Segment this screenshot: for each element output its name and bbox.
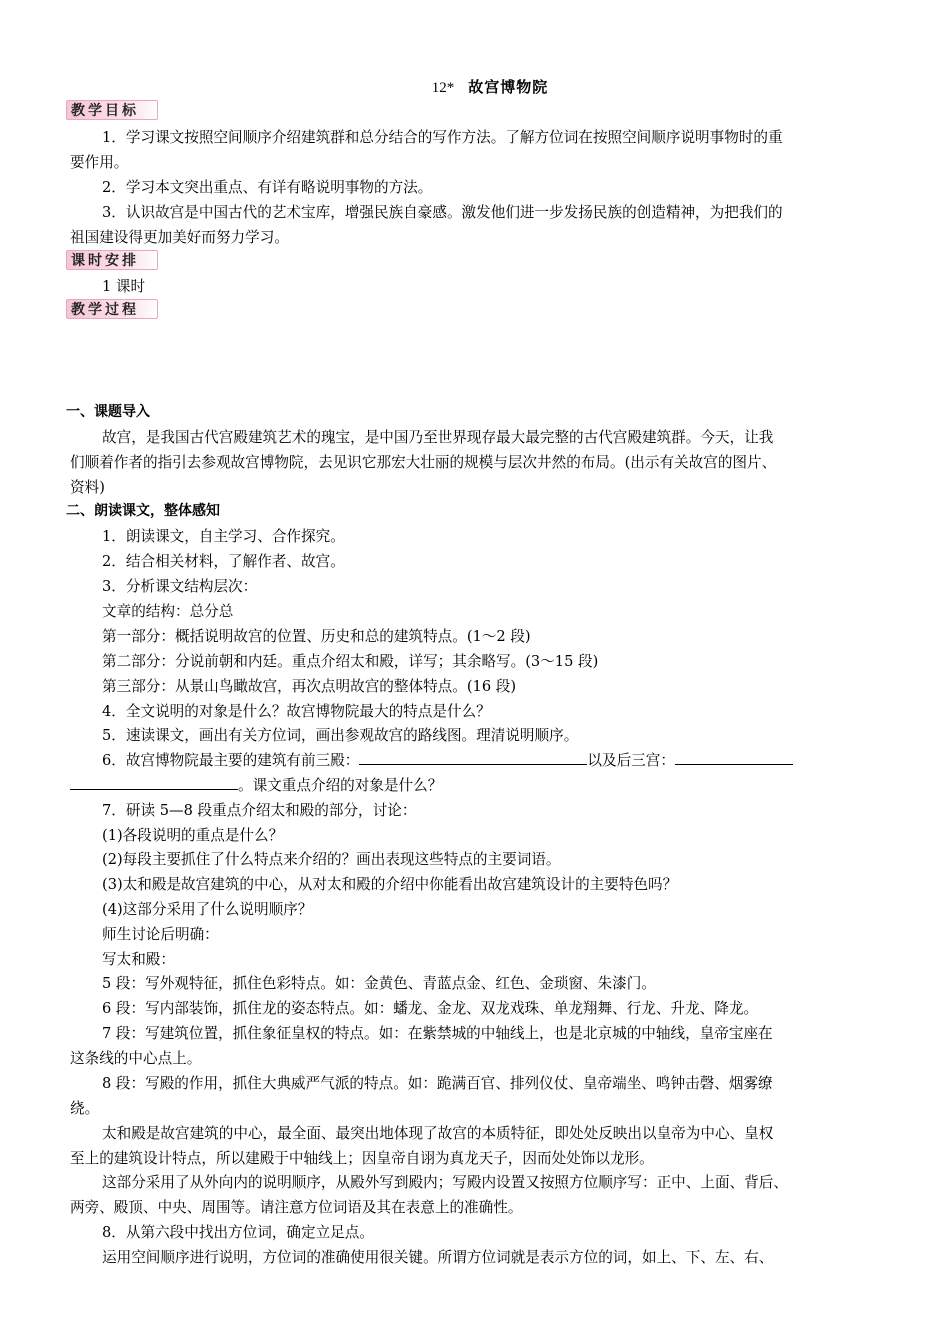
fill-blank[interactable] [70, 774, 238, 790]
paragraph-line: 故宫，是我国古代宫殿建筑艺术的瑰宝，是中国乃至世界现存最大最完整的古代宫殿建筑群。今天，让我 [102, 429, 774, 446]
paragraph-line: 这部分采用了从外向内的说明顺序，从殿外写到殿内；写殿内设置又按照方位顺序写：正中、上面、背后、 [102, 1174, 788, 1191]
paragraph-line: 6 段：写内部装饰，抓住龙的姿态特点。如：蟠龙、金龙、双龙戏珠、单龙翔舞、行龙、升龙、降龙。 [102, 1000, 759, 1017]
paragraph-line: 师生讨论后明确： [102, 926, 219, 943]
paragraph-line: 5 段：写外观特征，抓住色彩特点。如：金黄色、青蓝点金、红色、金琐窗、朱漆门。 [102, 975, 656, 992]
paragraph-line: 8 段：写殿的作用，抓住大典威严气派的特点。如：跪满百官、排列仪仗、皇帝端坐、鸣钟击磬、烟雾缭 [102, 1075, 773, 1092]
paragraph-line: 1．朗读课文，自主学习、合作探究。 [102, 528, 345, 545]
paragraph-line: 8．从第六段中找出方位词，确定立足点。 [102, 1224, 374, 1241]
lesson-number: 12* [431, 80, 455, 96]
question-6-text-c: 。课文重点介绍的对象是什么？ [238, 777, 443, 794]
paragraph-line: 文章的结构：总分总 [102, 603, 234, 620]
objective-line: 2．学习本文突出重点、有详有略说明事物的方法。 [102, 179, 433, 196]
paragraph-line: 绕。 [70, 1100, 100, 1117]
objective-line: 3．认识故宫是中国古代的艺术宝库，增强民族自豪感。激发他们进一步发扬民族的创造精神，为把我们的 [102, 204, 783, 221]
paragraph-line: (4)这部分采用了什么说明顺序？ [102, 901, 313, 918]
objectives-badge: 教学目标 [66, 100, 158, 120]
paragraph-line: 4．全文说明的对象是什么？故宫博物院最大的特点是什么？ [102, 703, 491, 720]
paragraph-line: 两旁、殿顶、中央、周围等。请注意方位词语及其在表意上的准确性。 [70, 1199, 523, 1216]
objective-line: 1．学习课文按照空间顺序介绍建筑群和总分结合的写作方法。了解方位词在按照空间顺序说明事物时的重 [102, 129, 783, 146]
section-heading: 二、朗读课文，整体感知 [66, 503, 220, 519]
process-badge: 教学过程 [66, 299, 158, 319]
paragraph-line: 第三部分：从景山鸟瞰故宫，再次点明故宫的整体特点。(16 段) [102, 678, 517, 695]
paragraph-line: 运用空间顺序进行说明，方位词的准确使用很关键。所谓方位词就是表示方位的词，如上、下、左、右、 [102, 1249, 774, 1266]
paragraph-line: 写太和殿： [102, 951, 175, 968]
paragraph-line: 5．速读课文，画出有关方位词，画出参观故宫的路线图。理清说明顺序。 [102, 727, 579, 744]
section-heading: 一、课题导入 [66, 404, 150, 420]
document-title [0, 76, 950, 99]
paragraph-line: 第一部分：概括说明故宫的位置、历史和总的建筑特点。(1～2 段) [102, 628, 531, 645]
objective-line: 要作用。 [70, 154, 129, 171]
paragraph-line: (3)太和殿是故宫建筑的中心，从对太和殿的介绍中你能看出故宫建筑设计的主要特色吗？ [102, 876, 678, 893]
paragraph-line: (2)每段主要抓住了什么特点来介绍的？画出表现这些特点的主要词语。 [102, 851, 561, 868]
question-6-text-a: 6．故宫博物院最主要的建筑有前三殿： [102, 752, 360, 769]
paragraph-line: 7．研读 5—8 段重点介绍太和殿的部分，讨论： [102, 802, 417, 819]
paragraph-line: (1)各段说明的重点是什么？ [102, 827, 284, 844]
paragraph-line: 资料) [70, 479, 105, 496]
paragraph-line: 太和殿是故宫建筑的中心，最全面、最突出地体现了故宫的本质特征，即处处反映出以皇帝为中心、皇权 [102, 1125, 774, 1142]
paragraph-line: 2．结合相关材料，了解作者、故宫。 [102, 553, 345, 570]
question-6-text-b: 以及后三宫： [587, 752, 675, 769]
paragraph-line: 至上的建筑设计特点，所以建殿于中轴线上；因皇帝自诩为真龙天子，因而处处饰以龙形。 [70, 1150, 654, 1167]
paragraph-line: 3．分析课文结构层次： [102, 578, 258, 595]
question-6-line [70, 773, 884, 798]
paragraph-line: 7 段：写建筑位置，抓住象征皇权的特点。如：在紫禁城的中轴线上，也是北京城的中轴线，皇帝宝座在 [102, 1025, 773, 1042]
objective-line: 祖国建设得更加美好而努力学习。 [70, 229, 289, 246]
paragraph-line: 们顺着作者的指引去参观故宫博物院，去见识它那宏大壮丽的规模与层次井然的布局。(出示有关故宫的图片、 [70, 454, 777, 471]
question-6-line [102, 748, 884, 773]
lesson-title: 故宫博物院 [468, 78, 549, 96]
fill-blank[interactable] [359, 749, 587, 765]
paragraph-line: 第二部分：分说前朝和内廷。重点介绍太和殿，详写；其余略写。(3～15 段) [102, 653, 599, 670]
schedule-badge: 课时安排 [66, 250, 158, 270]
fill-blank[interactable] [675, 749, 793, 765]
paragraph-line: 这条线的中心点上。 [70, 1050, 202, 1067]
schedule-text: 1 课时 [102, 278, 146, 295]
